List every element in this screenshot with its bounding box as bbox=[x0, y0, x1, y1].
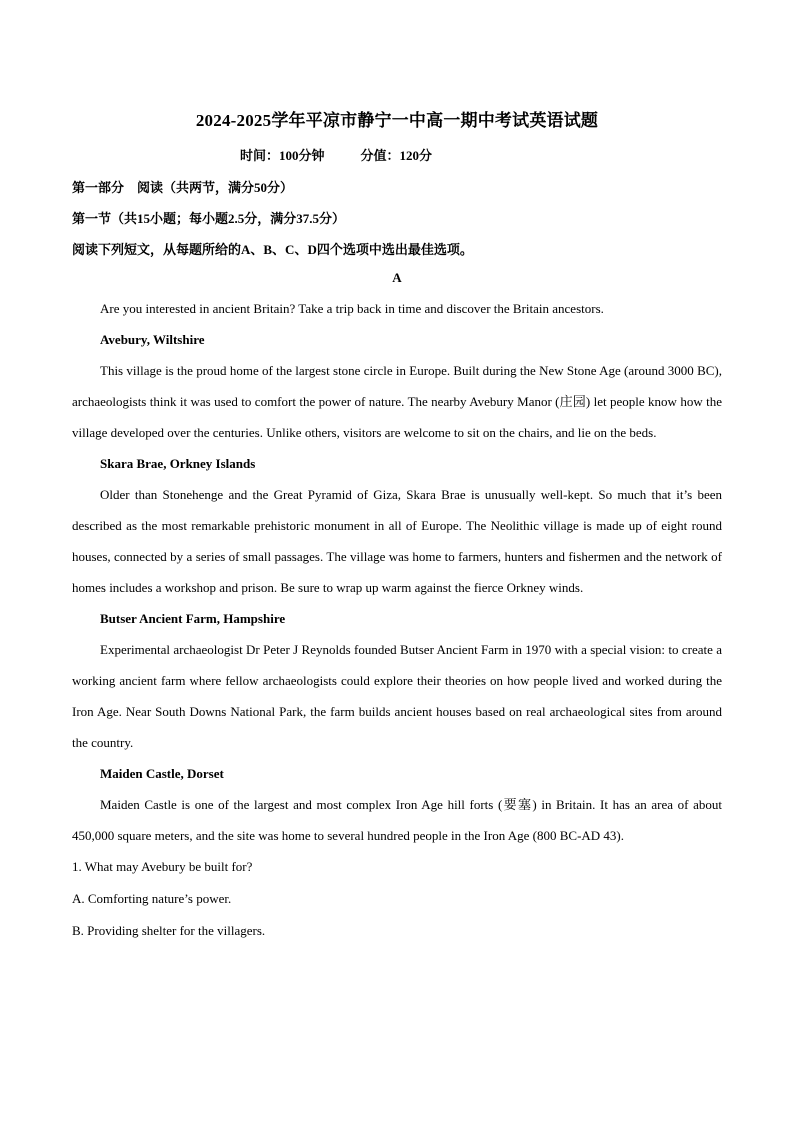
passage-intro: Are you interested in ancient Britain? Take a trip back in time and discover the Britain ancestors. bbox=[100, 301, 604, 316]
exam-time: 时间：100分钟 bbox=[240, 148, 325, 163]
passage-body bbox=[72, 293, 722, 947]
place-body: This village is the proud home of the largest stone circle in Europe. Built during the New Stone Age (around 3000 BC), archaeologists think it was used to comfort the power of nature. The nearby Avebury Manor (庄园) let people know how the village developed over the centuries. Unlike others, visitors are welcome to sit on the chairs, and lie on the beds. bbox=[72, 363, 722, 440]
section-heading: 第一节（共15小题；每小题2.5分，满分37.5分） bbox=[72, 211, 346, 226]
place-heading: Butser Ancient Farm, Hampshire bbox=[100, 611, 286, 626]
exam-meta bbox=[240, 145, 432, 164]
answer-option: A. Comforting nature’s power. bbox=[72, 891, 232, 906]
exam-score: 分值：120分 bbox=[360, 148, 433, 163]
part-heading: 第一部分 阅读（共两节，满分50分） bbox=[72, 180, 294, 195]
place-body: Experimental archaeologist Dr Peter J Reynolds founded Butser Ancient Farm in 1970 with a special vision: to create a working ancient farm where fellow archaeologists could explore their theories on how people lived and worked during the Iron Age. Near South Downs National Park, the farm builds ancient houses based on real archaeological sites from around the country. bbox=[72, 642, 722, 750]
place-body: Maiden Castle is one of the largest and most complex Iron Age hill forts (要塞) in Britain. It has an area of about 450,000 square meters, and the site was home to several hundred people in the Iron Age (800 BC-AD 43). bbox=[72, 797, 722, 843]
exam-title: 2024-2025学年平凉市静宁一中高一期中考试英语试题 bbox=[195, 111, 599, 130]
place-heading: Maiden Castle, Dorset bbox=[100, 766, 224, 781]
place-body: Older than Stonehenge and the Great Pyramid of Giza, Skara Brae is unusually well-kept. So much that it’s been described as the most remarkable prehistoric monument in all of Europe. The Neolithic village is made up of eight round houses, connected by a series of small passages. The village was home to farmers, hunters and fishermen and the network of homes includes a workshop and prison. Be sure to wrap up warm against the fierce Orkney winds. bbox=[72, 487, 722, 595]
place-heading: Avebury, Wiltshire bbox=[100, 332, 205, 347]
answer-option: B. Providing shelter for the villagers. bbox=[72, 923, 266, 938]
instruction: 阅读下列短文，从每题所给的A、B、C、D四个选项中选出最佳选项。 bbox=[72, 242, 473, 257]
place-heading: Skara Brae, Orkney Islands bbox=[100, 456, 256, 471]
passage-letter: A bbox=[392, 270, 402, 285]
question-stem: 1. What may Avebury be built for? bbox=[72, 859, 253, 874]
